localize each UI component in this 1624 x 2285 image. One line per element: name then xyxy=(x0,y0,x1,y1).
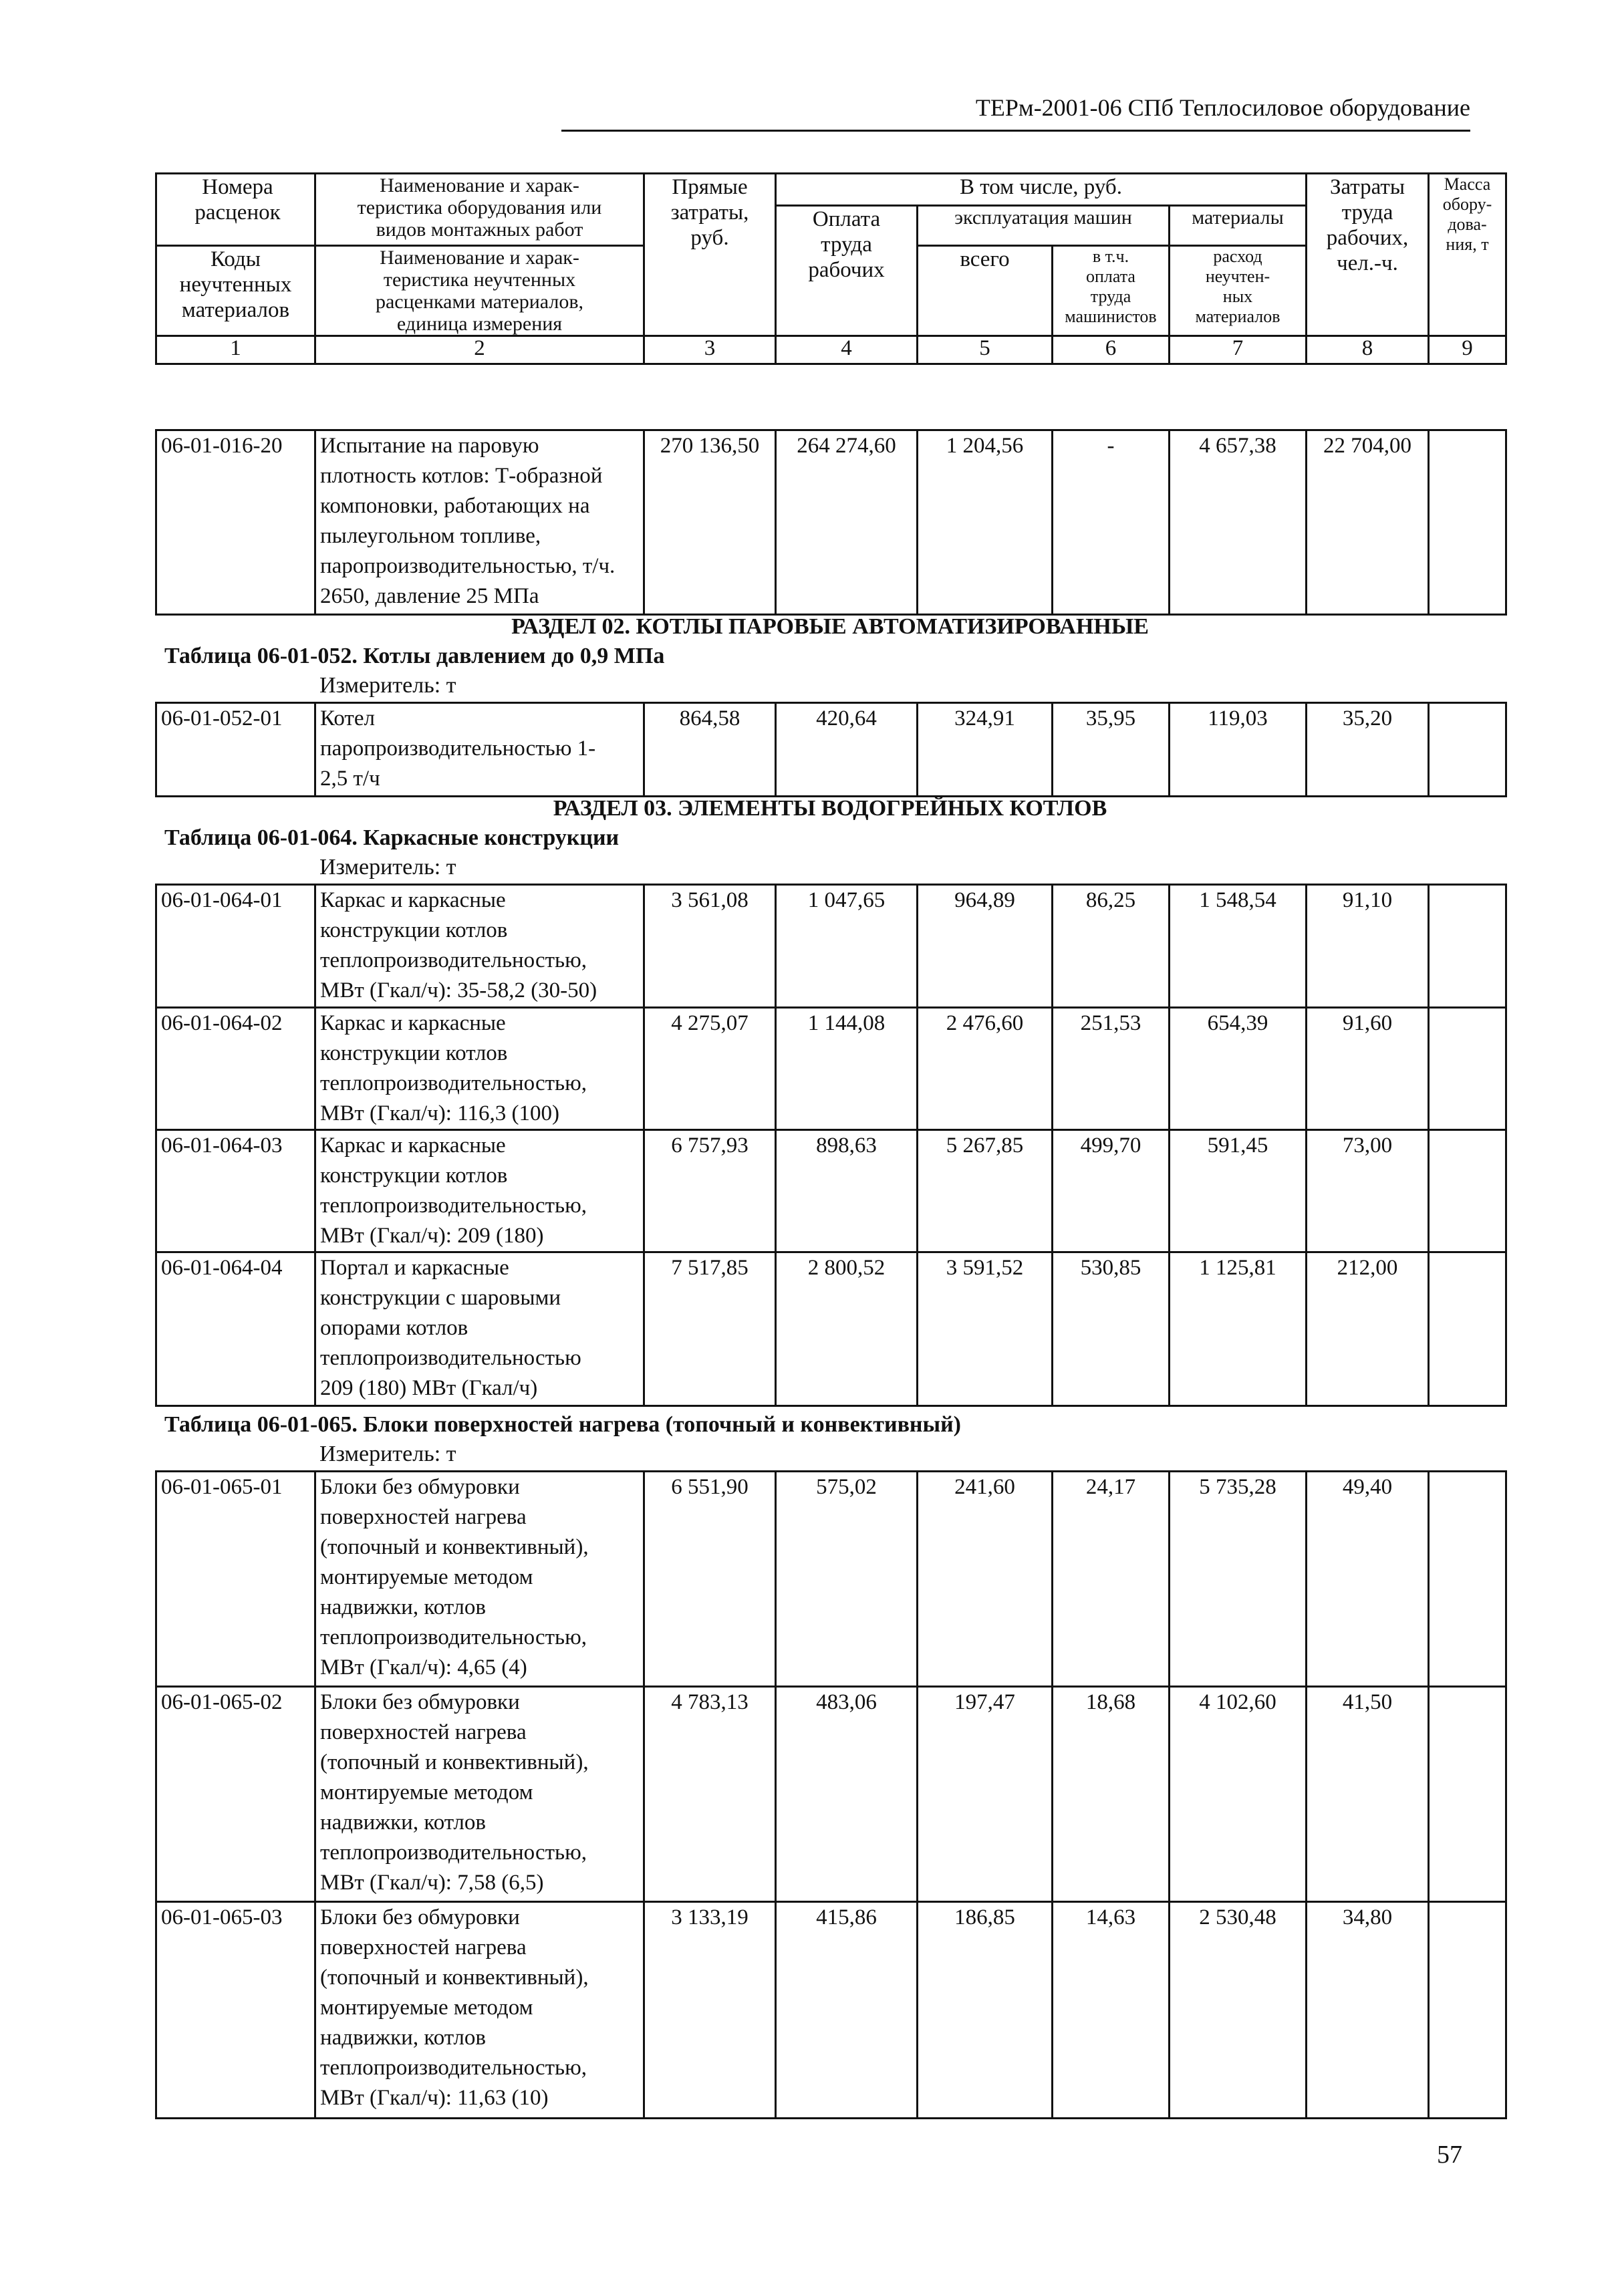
measurement-unit: Измеритель: т xyxy=(319,855,456,880)
labor-hours-value: 91,60 xyxy=(1307,1008,1429,1130)
column-header-table xyxy=(155,172,1507,365)
equipment-mass-value xyxy=(1429,1130,1506,1252)
labor-hours-value: 34,80 xyxy=(1307,1902,1429,2119)
materials-value: 4 657,38 xyxy=(1170,430,1307,615)
direct-costs-value: 4 275,07 xyxy=(644,1008,776,1130)
rate-description: Испытание на паровую плотность котлов: Т-образной компоновки, работающих на пылеугольном топливе, паропроизводительностью, т/ч. 2650, давление 25 МПа xyxy=(315,430,644,615)
direct-costs-value: 4 783,13 xyxy=(644,1687,776,1902)
operator-wages-value: 86,25 xyxy=(1053,885,1170,1008)
direct-costs-value: 3 133,19 xyxy=(644,1902,776,2119)
rate-code: 06-01-016-20 xyxy=(156,430,315,615)
header-labor-hours: Затраты труда рабочих, чел.-ч. xyxy=(1307,174,1429,336)
labor-hours-value: 35,20 xyxy=(1307,703,1429,797)
machines-total-value: 964,89 xyxy=(918,885,1053,1008)
direct-costs-value: 6 551,90 xyxy=(644,1472,776,1687)
table-row xyxy=(156,1472,1506,1687)
column-number: 3 xyxy=(644,336,776,364)
table-row xyxy=(156,1008,1506,1130)
rate-code: 06-01-065-01 xyxy=(156,1472,315,1687)
materials-value: 4 102,60 xyxy=(1170,1687,1307,1902)
header-work-name: Наименование и харак- теристика оборудования или видов монтажных работ xyxy=(315,174,644,246)
column-number: 9 xyxy=(1429,336,1506,364)
section-title: РАЗДЕЛ 02. КОТЛЫ ПАРОВЫЕ АВТОМАТИЗИРОВАННЫЕ xyxy=(511,614,1149,639)
running-header: ТЕРм-2001-06 СПб Теплосиловое оборудование xyxy=(561,91,1470,132)
direct-costs-value: 3 561,08 xyxy=(644,885,776,1008)
direct-costs-value: 6 757,93 xyxy=(644,1130,776,1252)
machines-total-value: 324,91 xyxy=(918,703,1053,797)
rate-code: 06-01-052-01 xyxy=(156,703,315,797)
header-including-group: В том числе, руб. xyxy=(776,174,1307,206)
direct-costs-value: 7 517,85 xyxy=(644,1252,776,1406)
rate-table xyxy=(155,429,1507,616)
table-title: Таблица 06-01-065. Блоки поверхностей нагрева (топочный и конвективный) xyxy=(164,1412,961,1437)
header-unaccounted-materials: расход неучтен- ных материалов xyxy=(1170,246,1307,336)
rate-description: Каркас и каркасные конструкции котлов теплопроизводительностью, МВт (Гкал/ч): 116,3 (100) xyxy=(315,1008,644,1130)
table-row xyxy=(156,1687,1506,1902)
rate-description: Каркас и каркасные конструкции котлов теплопроизводительностью, МВт (Гкал/ч): 209 (180) xyxy=(315,1130,644,1252)
page-number: 57 xyxy=(1437,2141,1462,2169)
machines-total-value: 2 476,60 xyxy=(918,1008,1053,1130)
column-number: 4 xyxy=(776,336,918,364)
machines-total-value: 3 591,52 xyxy=(918,1252,1053,1406)
rate-description: Каркас и каркасные конструкции котлов теплопроизводительностью, МВт (Гкал/ч): 35-58,2 (30-50) xyxy=(315,885,644,1008)
materials-value: 1 125,81 xyxy=(1170,1252,1307,1406)
equipment-mass-value xyxy=(1429,1252,1506,1406)
header-machines-group: эксплуатация машин xyxy=(918,206,1170,246)
materials-value: 5 735,28 xyxy=(1170,1472,1307,1687)
machines-total-value: 5 267,85 xyxy=(918,1130,1053,1252)
header-operator-wages: в т.ч. оплата труда машинистов xyxy=(1053,246,1170,336)
table-row xyxy=(156,885,1506,1008)
table-row xyxy=(156,1252,1506,1406)
rate-table xyxy=(155,702,1507,797)
column-number: 7 xyxy=(1170,336,1307,364)
column-number: 5 xyxy=(918,336,1053,364)
rate-code: 06-01-064-03 xyxy=(156,1130,315,1252)
worker-wages-value: 264 274,60 xyxy=(776,430,918,615)
rate-table xyxy=(155,884,1507,1407)
labor-hours-value: 73,00 xyxy=(1307,1130,1429,1252)
materials-value: 1 548,54 xyxy=(1170,885,1307,1008)
machines-total-value: 1 204,56 xyxy=(918,430,1053,615)
machines-total-value: 241,60 xyxy=(918,1472,1053,1687)
equipment-mass-value xyxy=(1429,1472,1506,1687)
worker-wages-value: 575,02 xyxy=(776,1472,918,1687)
rate-description: Портал и каркасные конструкции с шаровыми опорами котлов теплопроизводительностью 209 (180) МВт (Гкал/ч) xyxy=(315,1252,644,1406)
header-machines-total: всего xyxy=(918,246,1053,336)
measurement-unit: Измеритель: т xyxy=(319,673,456,698)
worker-wages-value: 2 800,52 xyxy=(776,1252,918,1406)
labor-hours-value: 212,00 xyxy=(1307,1252,1429,1406)
equipment-mass-value xyxy=(1429,430,1506,615)
rate-code: 06-01-065-02 xyxy=(156,1687,315,1902)
equipment-mass-value xyxy=(1429,1687,1506,1902)
column-number: 8 xyxy=(1307,336,1429,364)
operator-wages-value: 24,17 xyxy=(1053,1472,1170,1687)
direct-costs-value: 864,58 xyxy=(644,703,776,797)
equipment-mass-value xyxy=(1429,1008,1506,1130)
equipment-mass-value xyxy=(1429,885,1506,1008)
rate-description: Котел паропроизводительностью 1- 2,5 т/ч xyxy=(315,703,644,797)
section-title: РАЗДЕЛ 03. ЭЛЕМЕНТЫ ВОДОГРЕЙНЫХ КОТЛОВ xyxy=(553,796,1107,821)
rate-description: Блоки без обмуровки поверхностей нагрева (топочный и конвективный), монтируемые методом надвижки, котлов теплопроизводительностью, МВт (Гкал/ч): 7,58 (6,5) xyxy=(315,1687,644,1902)
worker-wages-value: 415,86 xyxy=(776,1902,918,2119)
direct-costs-value: 270 136,50 xyxy=(644,430,776,615)
materials-value: 591,45 xyxy=(1170,1130,1307,1252)
machines-total-value: 186,85 xyxy=(918,1902,1053,2119)
rate-table xyxy=(155,1470,1507,2119)
rate-description: Блоки без обмуровки поверхностей нагрева (топочный и конвективный), монтируемые методом надвижки, котлов теплопроизводительностью, МВт (Гкал/ч): 4,65 (4) xyxy=(315,1472,644,1687)
header-worker-wages: Оплата труда рабочих xyxy=(776,206,918,336)
column-number: 6 xyxy=(1053,336,1170,364)
rate-code: 06-01-065-03 xyxy=(156,1902,315,2119)
materials-value: 119,03 xyxy=(1170,703,1307,797)
table-row xyxy=(156,430,1506,615)
operator-wages-value: 530,85 xyxy=(1053,1252,1170,1406)
equipment-mass-value xyxy=(1429,1902,1506,2119)
labor-hours-value: 22 704,00 xyxy=(1307,430,1429,615)
header-direct-costs: Прямые затраты, руб. xyxy=(644,174,776,336)
header-materials-group: материалы xyxy=(1170,206,1307,246)
header-material-codes: Коды неучтенных материалов xyxy=(156,246,315,336)
table-title: Таблица 06-01-052. Котлы давлением до 0,9 МПа xyxy=(164,644,665,668)
materials-value: 2 530,48 xyxy=(1170,1902,1307,2119)
column-number: 2 xyxy=(315,336,644,364)
materials-value: 654,39 xyxy=(1170,1008,1307,1130)
rate-code: 06-01-064-02 xyxy=(156,1008,315,1130)
worker-wages-value: 420,64 xyxy=(776,703,918,797)
operator-wages-value: 18,68 xyxy=(1053,1687,1170,1902)
table-title: Таблица 06-01-064. Каркасные конструкции xyxy=(164,825,620,850)
table-row xyxy=(156,1902,1506,2119)
column-number: 1 xyxy=(156,336,315,364)
machines-total-value: 197,47 xyxy=(918,1687,1053,1902)
worker-wages-value: 1 144,08 xyxy=(776,1008,918,1130)
operator-wages-value: 251,53 xyxy=(1053,1008,1170,1130)
labor-hours-value: 49,40 xyxy=(1307,1472,1429,1687)
labor-hours-value: 41,50 xyxy=(1307,1687,1429,1902)
worker-wages-value: 483,06 xyxy=(776,1687,918,1902)
table-row xyxy=(156,1130,1506,1252)
rate-code: 06-01-064-04 xyxy=(156,1252,315,1406)
rate-description: Блоки без обмуровки поверхностей нагрева (топочный и конвективный), монтируемые методом надвижки, котлов теплопроизводительностью, МВт (Гкал/ч): 11,63 (10) xyxy=(315,1902,644,2119)
equipment-mass-value xyxy=(1429,703,1506,797)
worker-wages-value: 898,63 xyxy=(776,1130,918,1252)
operator-wages-value: 35,95 xyxy=(1053,703,1170,797)
operator-wages-value: 499,70 xyxy=(1053,1130,1170,1252)
header-rate-numbers: Номера расценок xyxy=(156,174,315,246)
header-equipment-mass: Масса обору- дова- ния, т xyxy=(1429,174,1506,336)
measurement-unit: Измеритель: т xyxy=(319,1442,456,1466)
table-row xyxy=(156,703,1506,797)
header-material-name: Наименование и харак- теристика неучтенных расценками материалов, единица измерения xyxy=(315,246,644,336)
rate-code: 06-01-064-01 xyxy=(156,885,315,1008)
operator-wages-value: - xyxy=(1053,430,1170,615)
worker-wages-value: 1 047,65 xyxy=(776,885,918,1008)
operator-wages-value: 14,63 xyxy=(1053,1902,1170,2119)
labor-hours-value: 91,10 xyxy=(1307,885,1429,1008)
